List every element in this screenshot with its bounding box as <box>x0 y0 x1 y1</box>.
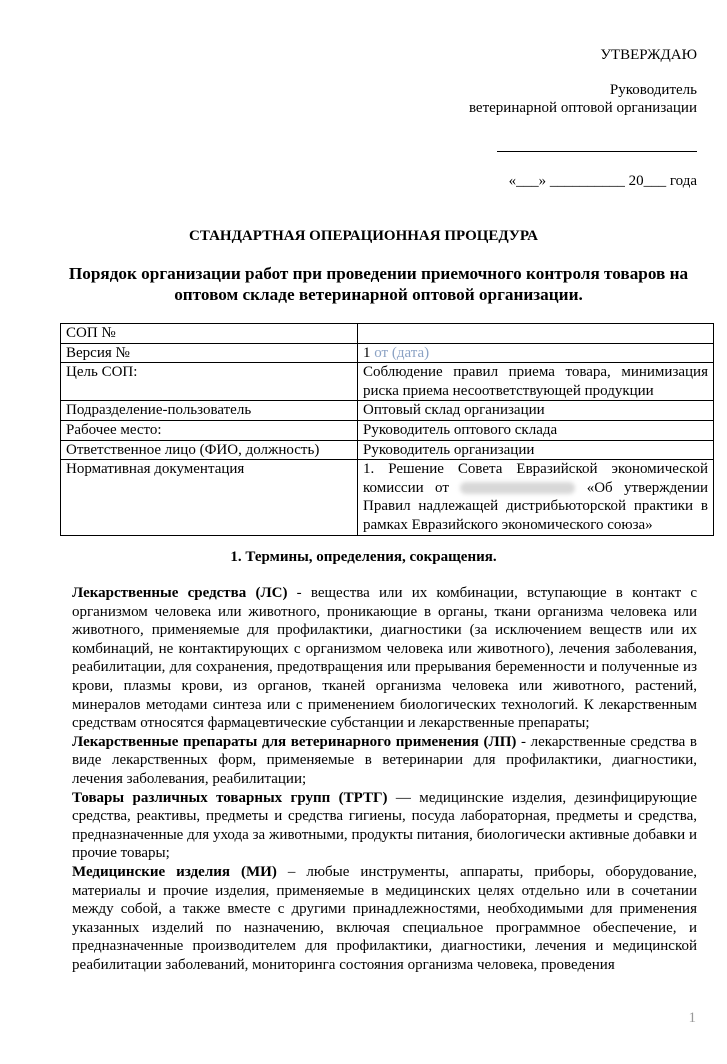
sop-info-table <box>60 323 714 536</box>
table-row <box>61 363 714 401</box>
table-key: Цель СОП: <box>61 363 358 401</box>
table-key: Версия № <box>61 343 358 363</box>
definition-text: – любые инструменты, аппараты, приборы, оборудование, материалы и прочие изделия, применяемые в медицинских целях отдельно или в сочетании между собой, а также вместе с другими принадлежностями, необходимыми для применения указанных изделий по назначению, включая специальное программное обеспечение, и предназначенные производителем для профилактики, диагностики, лечения и медицинской реабилитации заболеваний, мониторинга состояния организма человека, проведения <box>72 863 698 973</box>
definition-term: Лекарственные препараты для ветеринарного применения (ЛП) <box>72 733 517 750</box>
table-key: Подразделение-пользователь <box>61 401 358 421</box>
definition-paragraph <box>72 863 697 975</box>
table-row <box>61 343 714 363</box>
definition-text: - вещества или их комбинации, вступающие в контакт с организмом человека или животного, проникающие в органы, ткани организма человека или животного, применяемые для профилактики, диагностики (за исключением веществ или их комбинаций, не контактирующих с организмом человека или животного), лечения заболевания, реабилитации, для сохранения, предотвращения или прерывания беременности и полученные из крови, плазмы крови, из органов, тканей организма человека или животного, растений, минералов методами синтеза или с применением биологических технологий. К лекарственным средствам относятся фармацевтические субстанции и лекарственные препараты; <box>72 585 697 732</box>
document-type: СТАНДАРТНАЯ ОПЕРАЦИОННАЯ ПРОЦЕДУРА <box>188 228 538 244</box>
table-row <box>61 460 714 535</box>
version-date-placeholder: от (дата) <box>370 344 430 361</box>
table-key: Рабочее место: <box>61 420 358 440</box>
approval-title: УТВЕРЖДАЮ <box>600 47 697 63</box>
table-key: СОП № <box>61 324 358 344</box>
approval-position-line2: ветеринарной оптовой организации <box>468 99 697 116</box>
definition-term: Медицинские изделия (МИ) <box>72 863 277 880</box>
table-value: Соблюдение правил приема товара, минимизация риска приема несоответствующей продукции <box>358 363 714 401</box>
definition-text: — медицинские изделия, дезинфицирующие средства, реактивы, предметы и средства гигиены, посуда лабораторная, предметы и средства, предназначенные для ухода за животными, продукты питания, биологически активные добавки и прочие товары; <box>72 789 697 862</box>
definition-term: Товары различных товарных групп (ТРТГ) <box>72 789 388 806</box>
definition-paragraph <box>72 789 697 863</box>
section-heading: 1. Термины, определения, сокращения. <box>230 549 497 565</box>
table-row <box>61 420 714 440</box>
table-row <box>61 401 714 421</box>
table-value: Руководитель оптового склада <box>358 420 714 440</box>
table-value <box>358 460 714 535</box>
table-value <box>358 324 714 344</box>
table-row <box>61 440 714 460</box>
table-row <box>61 324 714 344</box>
definition-paragraph <box>72 584 697 733</box>
definition-term: Лекарственные средства (ЛС) <box>72 585 288 601</box>
signature-line <box>497 151 697 152</box>
approval-position-line1: Руководитель <box>609 81 697 98</box>
table-value: Оптовый склад организации <box>358 401 714 421</box>
definition-text: - лекарственные средства в виде лекарственных форм, применяемые в ветеринарии для профилактики, диагностики, лечения заболевания, реабилитации; <box>72 733 697 787</box>
version-number: 1 <box>363 344 371 361</box>
table-key: Ответственное лицо (ФИО, должность) <box>61 440 358 460</box>
definition-paragraph <box>72 733 697 789</box>
table-key: Нормативная документация <box>61 460 358 535</box>
definitions-body <box>72 584 697 974</box>
approval-block <box>377 46 697 117</box>
document-title: Порядок организации работ при проведении приемочного контроля товаров на оптовом складе ветеринарной оптовой организации. <box>68 264 689 304</box>
page-number: 1 <box>688 1010 696 1026</box>
regulation-text-end: «Об утверждении Правил надлежащей дистрибьюторской практики в рамках Евразийского экономического союза» <box>363 479 709 533</box>
table-value <box>358 343 714 363</box>
approval-date-line: «___» __________ 20___ года <box>508 173 697 189</box>
regulation-text-start: 1. Решение Совета Евразийской экономической комиссии от <box>363 461 708 496</box>
redacted-date <box>460 482 575 494</box>
table-value: Руководитель организации <box>358 440 714 460</box>
